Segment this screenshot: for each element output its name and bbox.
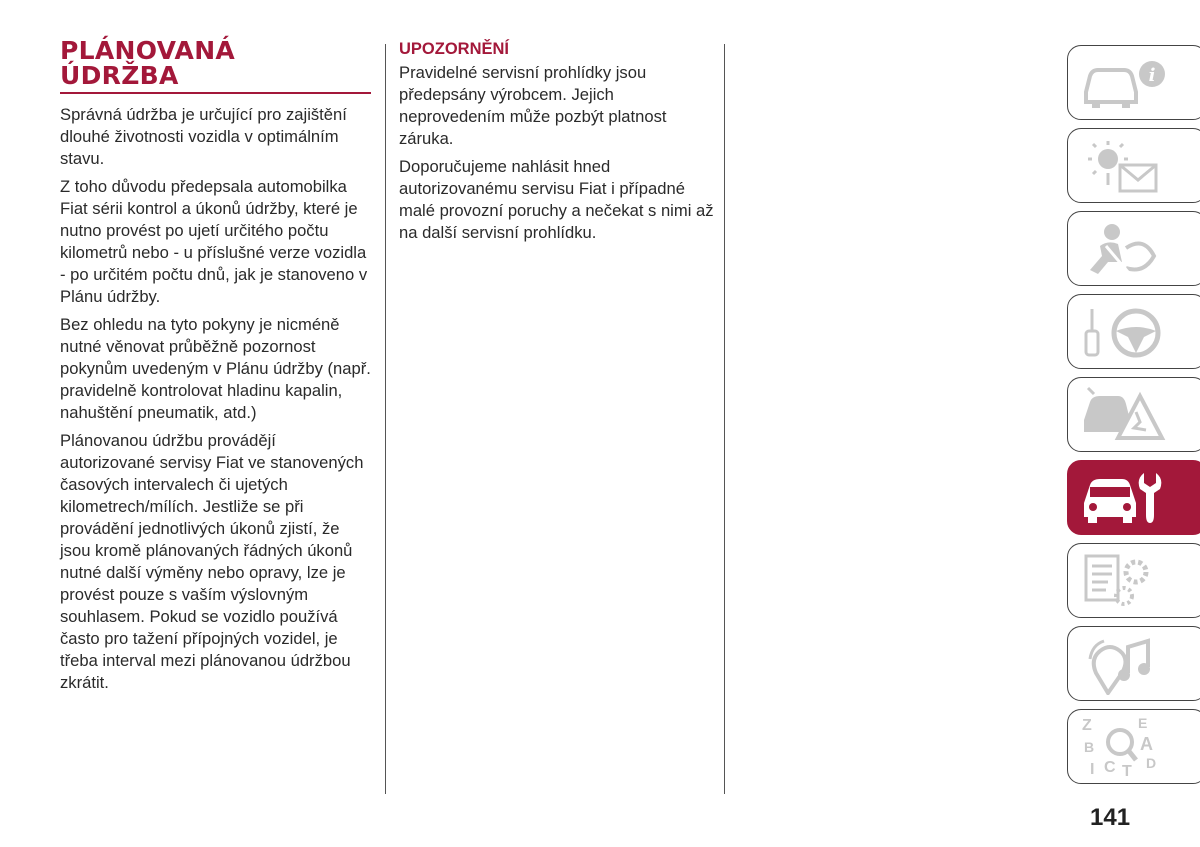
- car-info-icon: [1078, 52, 1173, 114]
- index-alphabet-icon: [1078, 716, 1173, 778]
- index-letter: E: [1138, 716, 1148, 731]
- paragraph: Plánovanou údržbu provádějí autorizované servisy Fiat ve stanovených časových intervalech či ujetých kilometrech/mílích. Jestliže se při provádění jednotlivých úkonů zjistí, že jsou kromě plánovaných řádných úkonů nutné další výměny nebo opravy, lze je provést pouze s vaším výslovným souhlasem. Pokud se vozidlo používá často pro tažení přípojných vozidel, je třeba interval mezi plánovanou údržbou zkrátit.: [60, 431, 364, 692]
- column-divider: [724, 44, 725, 794]
- section-title-line2: ÚDRŽBA: [60, 61, 179, 90]
- car-wrench-icon: [1078, 467, 1173, 529]
- title-underline: [60, 92, 371, 94]
- index-letter: D: [1146, 755, 1157, 771]
- page-number: 141: [1090, 804, 1131, 831]
- paragraph: Bez ohledu na tyto pokyny je nicméně nutné věnovat průběžně pozornost pokynům uvedeným v Plánu údržby (např. pravidelně kontrolovat hladinu kapalin, nahuštění pneumatik, atd.): [60, 315, 371, 422]
- lights-mail-icon: [1078, 135, 1173, 197]
- index-letter: T: [1122, 763, 1132, 778]
- index-letter: Z: [1082, 717, 1092, 734]
- warning-box: [399, 38, 715, 250]
- chapter-tab-emergency[interactable]: [1067, 377, 1200, 452]
- chapter-tab-safety-lights[interactable]: [1067, 128, 1200, 203]
- column-divider: [385, 44, 386, 794]
- chapter-tab-dashboard[interactable]: [1067, 45, 1200, 120]
- chapter-tab-maintenance[interactable]: [1067, 460, 1200, 535]
- chapter-tab-multimedia[interactable]: [1067, 626, 1200, 701]
- warning-heading: UPOZORNĚNÍ: [399, 40, 510, 58]
- section-column: [60, 38, 372, 700]
- index-letter: B: [1084, 739, 1095, 755]
- media-music-icon: [1078, 633, 1173, 695]
- section-title-line1: PLÁNOVANÁ: [60, 36, 236, 65]
- chapter-tab-technical-data[interactable]: [1067, 543, 1200, 618]
- chapter-tab-starting-driving[interactable]: [1067, 294, 1200, 369]
- chapter-tab-index[interactable]: [1067, 709, 1200, 784]
- warning-paragraph: Pravidelné servisní prohlídky jsou předepsány výrobcem. Jejich neprovedením může pozbýt platnost záruka.: [399, 63, 667, 148]
- document-gear-icon: [1078, 550, 1173, 612]
- car-warning-icon: [1078, 384, 1173, 446]
- svg-text:i: i: [1148, 65, 1156, 86]
- key-steering-wheel-icon: [1078, 301, 1173, 363]
- index-letter: A: [1140, 734, 1153, 754]
- chapter-tab-safety[interactable]: [1067, 211, 1200, 286]
- warning-paragraph: Doporučujeme nahlásit hned autorizovanému servisu Fiat i případné malé provozní poruchy a nečekat s nimi až na další servisní prohlídku.: [399, 157, 714, 242]
- index-letter: I: [1090, 761, 1095, 778]
- paragraph: Z toho důvodu předepsala automobilka Fiat sérii kontrol a úkonů údržby, které je nutno provést po ujetí určitého počtu kilometrů nebo - u příslušné verze vozidla - po určitém počtu dnů, jak je stanoveno v Plánu údržby.: [60, 177, 368, 306]
- section-title: [60, 38, 372, 88]
- airbag-seat-icon: [1078, 218, 1173, 280]
- index-letter: C: [1104, 759, 1116, 776]
- paragraph: Správná údržba je určující pro zajištění dlouhé životnosti vozidla v optimálním stavu.: [60, 105, 347, 168]
